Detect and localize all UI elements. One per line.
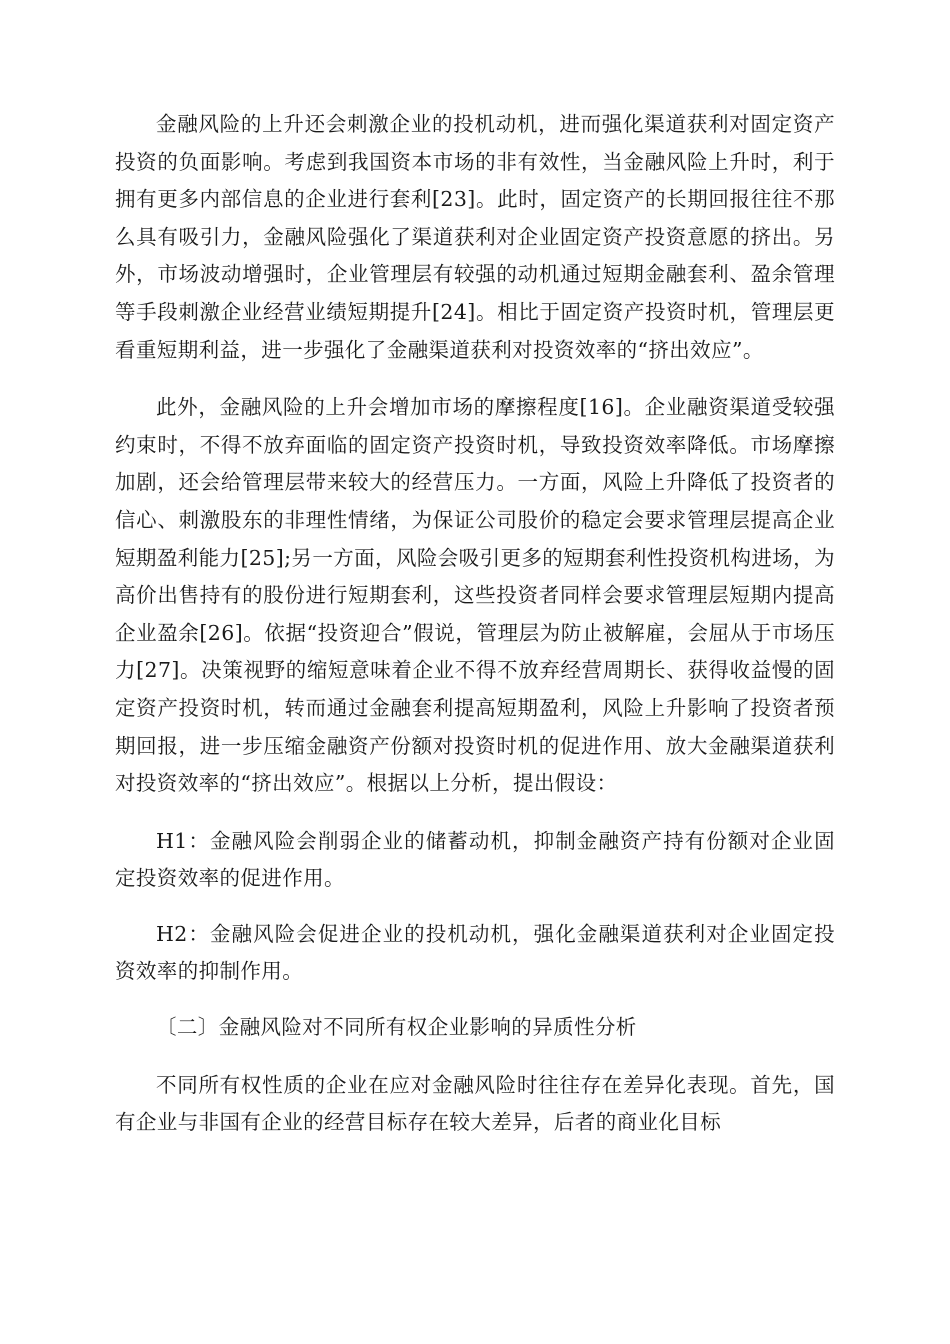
- section-heading: 〔二〕金融风险对不同所有权企业影响的异质性分析: [156, 1015, 637, 1040]
- paragraph-market-friction: 此外，金融风险的上升会增加市场的摩擦程度[16]。企业融资渠道受较强约束时，不得不放弃面临的固定资产投资时机，导致投资效率降低。市场摩擦加剧，还会给管理层带来较大的经营压力。一方面，风险上升降低了投资者的信心、刺激股东的非理性情绪，为保证公司股价的稳定会要求管理层提高企业短期盈利能力[25];另一方面，风险会吸引更多的短期套利性投资机构进场，为高价出售持有的股份进行短期套利，这些投资者同样会要求管理层短期内提高企业盈余[26]。依据“投资迎合”假说，管理层为防止被解雇，会屈从于市场压力[27]。决策视野的缩短意味着企业不得不放弃经营周期长、获得收益慢的固定资产投资时机，转而通过金融套利提高短期盈利，风险上升影响了投资者预期回报，进一步压缩金融资产份额对投资时机的促进作用、放大金融渠道获利对投资效率的“挤出效应”。根据以上分析，提出假设：: [115, 395, 835, 796]
- document-body: [115, 106, 835, 1162]
- hypothesis-h2: H2：金融风险会促进企业的投机动机，强化金融渠道获利对企业固定投资效率的抑制作用。: [115, 921, 835, 984]
- paragraph-ownership: 不同所有权性质的企业在应对金融风险时往往存在差异化表现。首先，国有企业与非国有企业的经营目标存在较大差异，后者的商业化目标: [115, 1072, 835, 1135]
- paragraph-speculation-motive: 金融风险的上升还会刺激企业的投机动机，进而强化渠道获利对固定资产投资的负面影响。考虑到我国资本市场的非有效性，当金融风险上升时，利于拥有更多内部信息的企业进行套利[23]。此时，固定资产的长期回报往往不那么具有吸引力，金融风险强化了渠道获利对企业固定资产投资意愿的挤出。另外，市场波动增强时，企业管理层有较强的动机通过短期金融套利、盈余管理等手段刺激企业经营业绩短期提升[24]。相比于固定资产投资时机，管理层更看重短期利益，进一步强化了金融渠道获利对投资效率的“挤出效应”。: [115, 112, 835, 362]
- hypothesis-h1: H1：金融风险会削弱企业的储蓄动机，抑制金融资产持有份额对企业固定投资效率的促进作用。: [115, 828, 835, 891]
